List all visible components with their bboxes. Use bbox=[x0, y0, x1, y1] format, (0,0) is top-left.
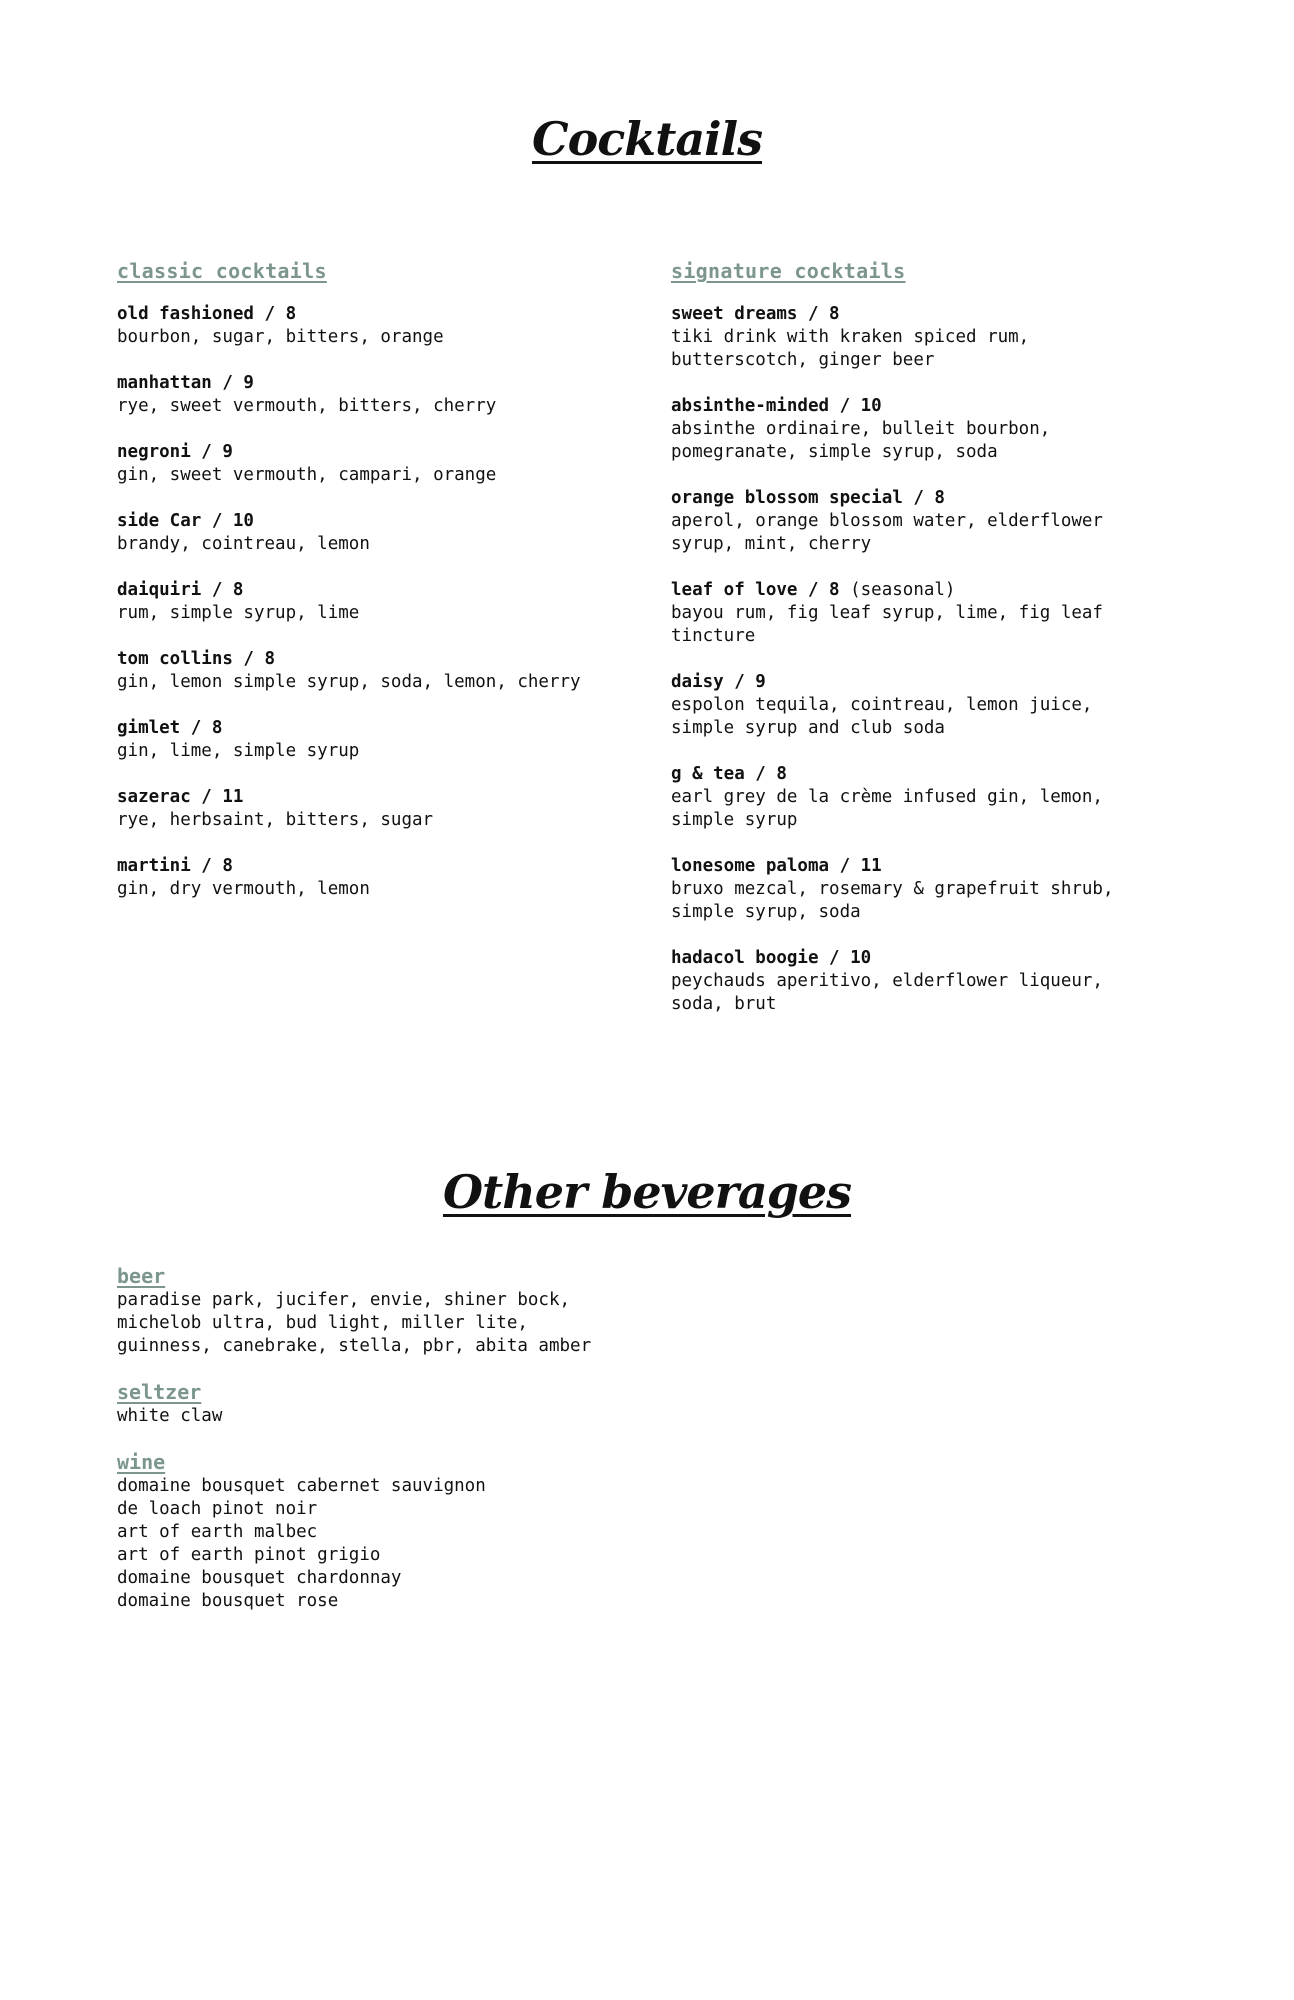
seltzer-list: white claw bbox=[117, 1406, 223, 1426]
classic-cocktails-column bbox=[117, 257, 637, 924]
item-description: peychauds aperitivo, elderflower liqueur, soda, brut bbox=[671, 971, 1103, 1014]
item-name: sazerac / 11 bbox=[117, 787, 244, 807]
item-name: g & tea / 8 bbox=[671, 764, 787, 784]
item-name: side Car / 10 bbox=[117, 511, 254, 531]
item-description: rye, herbsaint, bitters, sugar bbox=[117, 810, 434, 830]
item-name: daiquiri / 8 bbox=[117, 580, 244, 600]
menu-item bbox=[117, 510, 637, 556]
menu-item bbox=[671, 763, 1191, 832]
other-beverages-title: Other beverages bbox=[442, 1165, 852, 1219]
item-description: gin, lemon simple syrup, soda, lemon, cherry bbox=[117, 672, 581, 692]
seltzer-heading: seltzer bbox=[117, 1380, 202, 1404]
item-description: espolon tequila, cointreau, lemon juice, simple syrup and club soda bbox=[671, 695, 1093, 738]
item-description: absinthe ordinaire, bulleit bourbon, pomegranate, simple syrup, soda bbox=[671, 419, 1051, 462]
menu-item bbox=[117, 579, 637, 625]
item-description: bayou rum, fig leaf syrup, lime, fig leaf tincture bbox=[671, 603, 1103, 646]
menu-item bbox=[671, 671, 1191, 740]
item-description: earl grey de la crème infused gin, lemon, simple syrup bbox=[671, 787, 1103, 830]
item-name: daisy / 9 bbox=[671, 672, 766, 692]
menu-item bbox=[671, 303, 1191, 372]
item-name: hadacol boogie / 10 bbox=[671, 948, 872, 968]
wine-group bbox=[117, 1450, 817, 1613]
seltzer-group bbox=[117, 1380, 817, 1428]
item-name: leaf of love / 8 (seasonal) bbox=[671, 580, 956, 600]
item-description: tiki drink with kraken spiced rum, butterscotch, ginger beer bbox=[671, 327, 1030, 370]
menu-item bbox=[671, 855, 1191, 924]
item-description: bruxo mezcal, rosemary & grapefruit shrub, simple syrup, soda bbox=[671, 879, 1114, 922]
item-description: gin, lime, simple syrup bbox=[117, 741, 360, 761]
menu-item bbox=[117, 786, 637, 832]
item-description: bourbon, sugar, bitters, orange bbox=[117, 327, 444, 347]
menu-item bbox=[671, 487, 1191, 556]
menu-item bbox=[117, 303, 637, 349]
menu-item bbox=[671, 579, 1191, 648]
signature-cocktails-heading: signature cocktails bbox=[671, 259, 906, 283]
item-name: martini / 8 bbox=[117, 856, 233, 876]
item-name: absinthe-minded / 10 bbox=[671, 396, 882, 416]
other-beverages-section bbox=[117, 1264, 817, 1635]
item-name: lonesome paloma / 11 bbox=[671, 856, 882, 876]
item-description: aperol, orange blossom water, elderflower syrup, mint, cherry bbox=[671, 511, 1103, 554]
item-description: gin, dry vermouth, lemon bbox=[117, 879, 370, 899]
item-description: gin, sweet vermouth, campari, orange bbox=[117, 465, 497, 485]
wine-heading: wine bbox=[117, 1450, 166, 1474]
item-description: rum, simple syrup, lime bbox=[117, 603, 360, 623]
beer-group bbox=[117, 1264, 817, 1358]
menu-item bbox=[117, 717, 637, 763]
cocktails-title: Cocktails bbox=[531, 112, 763, 166]
menu-item bbox=[117, 648, 637, 694]
menu-item bbox=[117, 855, 637, 901]
signature-cocktails-column bbox=[671, 257, 1191, 1039]
item-description: rye, sweet vermouth, bitters, cherry bbox=[117, 396, 497, 416]
item-description: brandy, cointreau, lemon bbox=[117, 534, 370, 554]
item-name: old fashioned / 8 bbox=[117, 304, 297, 324]
wine-list: domaine bousquet cabernet sauvignon de loach pinot noir art of earth malbec art of earth pinot grigio domaine bousquet chardonnay domaine bousquet rose bbox=[117, 1476, 486, 1611]
item-name: negroni / 9 bbox=[117, 442, 233, 462]
beer-list: paradise park, jucifer, envie, shiner bock, michelob ultra, bud light, miller lite, guinness, canebrake, stella, pbr, abita amber bbox=[117, 1290, 592, 1356]
menu-item bbox=[117, 441, 637, 487]
item-name: gimlet / 8 bbox=[117, 718, 223, 738]
menu-item bbox=[117, 372, 637, 418]
menu-item bbox=[671, 395, 1191, 464]
item-name: tom collins / 8 bbox=[117, 649, 276, 669]
item-name: orange blossom special / 8 bbox=[671, 488, 945, 508]
seasonal-note: (seasonal) bbox=[839, 580, 956, 600]
classic-cocktails-heading: classic cocktails bbox=[117, 259, 327, 283]
item-name: sweet dreams / 8 bbox=[671, 304, 840, 324]
item-name: manhattan / 9 bbox=[117, 373, 254, 393]
menu-item bbox=[671, 947, 1191, 1016]
beer-heading: beer bbox=[117, 1264, 166, 1288]
